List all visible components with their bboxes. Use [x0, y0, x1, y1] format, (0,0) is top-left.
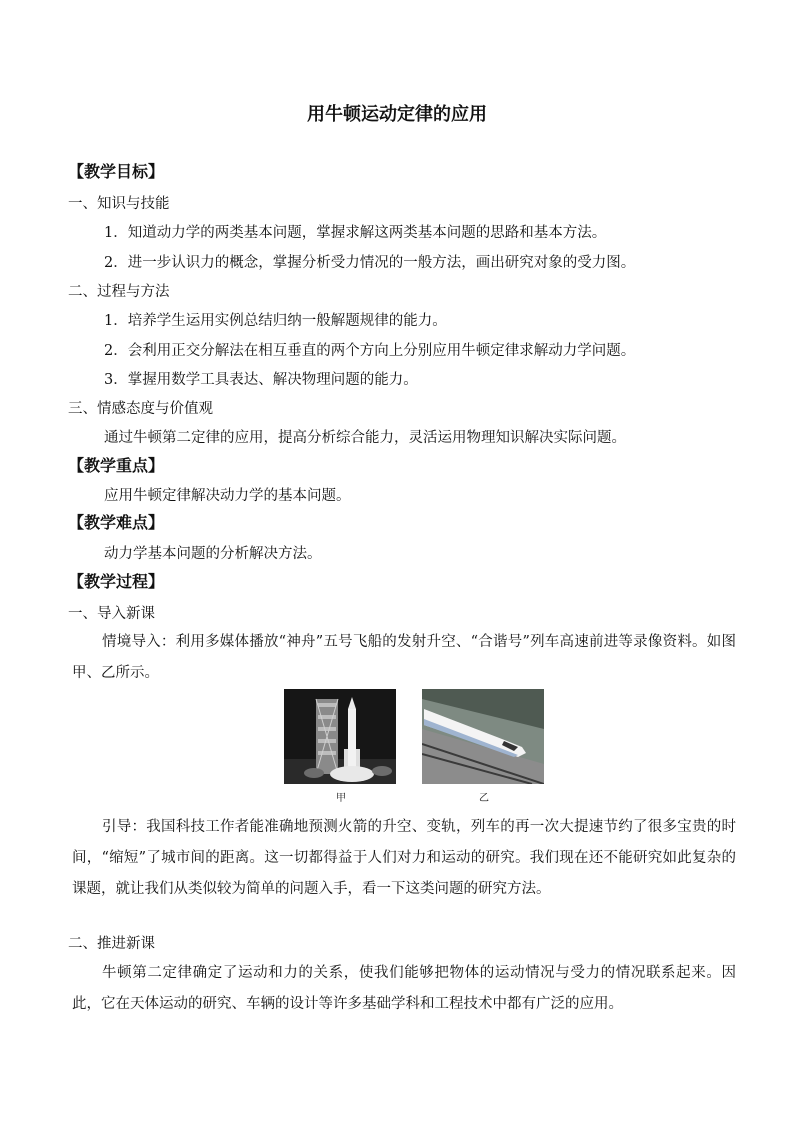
objectives-heading: 【教学目标】 — [68, 162, 165, 181]
train-image — [422, 689, 544, 784]
knowledge-item-2: 2．进一步认识力的概念，掌握分析受力情况的一般方法，画出研究对象的受力图。 — [104, 255, 636, 271]
process-item-3: 3．掌握用数学工具表达、解决物理问题的能力。 — [104, 372, 418, 388]
intro-paragraph: 情境导入：利用多媒体播放“神舟”五号飞船的发射升空、“合谐号”列车高速前进等录像资料。如图甲、乙所示。 — [72, 634, 736, 681]
process-method-title: 二、过程与方法 — [68, 284, 170, 300]
knowledge-item-1: 1．知道动力学的两类基本问题，掌握求解这两类基本问题的思路和基本方法。 — [104, 225, 607, 241]
caption-b: 乙 — [479, 793, 489, 804]
process-item-2: 2．会利用正交分解法在相互垂直的两个方向上分别应用牛顿定律求解动力学问题。 — [104, 343, 636, 359]
caption-a: 甲 — [336, 793, 346, 804]
process-heading: 【教学过程】 — [68, 572, 165, 591]
guide-paragraph: 引导：我国科技工作者能准确地预测火箭的升空、变轨，列车的再一次大提速节约了很多宝贵的时间，“缩短”了城市间的距离。这一切都得益于人们对力和运动的研究。我们现在还不能研究如此复杂的课题，就让我们从类似较为简单的问题入手，看一下这类问题的研究方法。 — [72, 819, 736, 897]
train-graphic — [422, 689, 544, 784]
attitude-text: 通过牛顿第二定律的应用，提高分析综合能力，灵活运用物理知识解决实际问题。 — [104, 430, 626, 446]
intro-title: 一、导入新课 — [68, 606, 155, 622]
attitude-title: 三、情感态度与价值观 — [68, 401, 213, 417]
rocket-launch-graphic — [284, 689, 396, 784]
focus-heading: 【教学重点】 — [68, 456, 165, 475]
knowledge-skills-title: 一、知识与技能 — [68, 196, 170, 212]
advance-title: 二、推进新课 — [68, 936, 155, 952]
difficulty-text: 动力学基本问题的分析解决方法。 — [104, 546, 322, 562]
difficulty-heading: 【教学难点】 — [68, 513, 165, 532]
advance-paragraph: 牛顿第二定律确定了运动和力的关系，使我们能够把物体的运动情况与受力的情况联系起来。因此，它在天体运动的研究、车辆的设计等许多基础学科和工程技术中都有广泛的应用。 — [72, 965, 736, 1012]
rocket-launch-image — [284, 689, 396, 784]
process-item-1: 1．培养学生运用实例总结归纳一般解题规律的能力。 — [104, 313, 447, 329]
page-title: 用牛顿运动定律的应用 — [307, 104, 487, 125]
focus-text: 应用牛顿定律解决动力学的基本问题。 — [104, 488, 351, 504]
